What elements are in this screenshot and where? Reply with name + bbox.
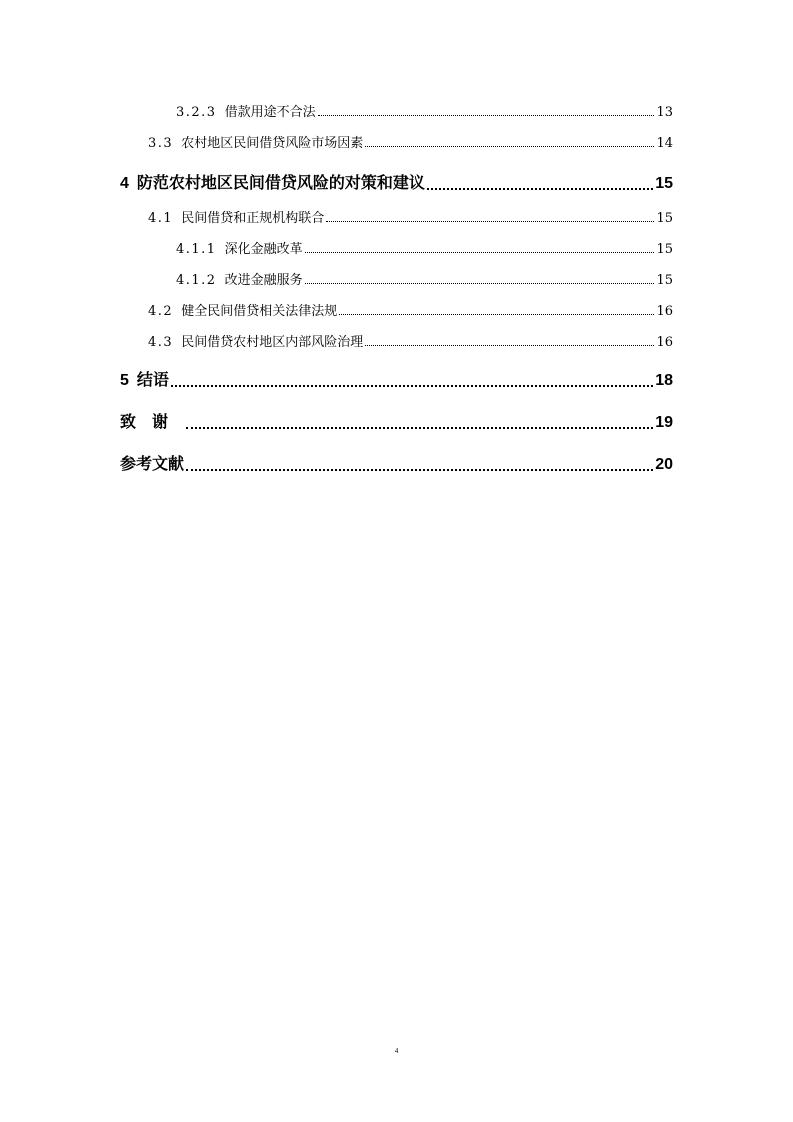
toc-entry-references[interactable] [120,451,673,474]
toc-entry-acknowledgements[interactable] [120,409,673,432]
toc-entry-title: 民间借贷农村地区内部风险治理 [181,335,364,350]
toc-entry-3-3[interactable] [148,132,673,151]
toc-entry-4-3[interactable] [148,331,673,350]
toc-entry-number: 4.3 [148,335,174,350]
toc-entry-chapter-5[interactable] [120,367,673,390]
toc-entry-number: 4.1.1 [176,242,217,257]
toc-entry-page: 15 [655,175,673,192]
toc-entry-title: 健全民间借贷相关法律法规 [181,304,338,319]
dot-leader [365,146,654,147]
toc-entry-page: 18 [655,372,673,389]
toc-entry-title: 借款用途不合法 [224,105,316,120]
toc-entry-page: 16 [656,304,673,319]
toc-entry-page: 14 [656,136,673,151]
toc-entry-page: 20 [655,456,673,473]
dot-leader [305,283,655,284]
toc-entry-title: 致谢 [120,412,185,431]
toc-entry-title: 农村地区民间借贷风险市场因素 [181,136,364,151]
toc-entry-4-1[interactable] [148,207,673,226]
toc-entry-4-1-1[interactable] [176,238,673,257]
toc-entry-title: 参考文献 [120,454,185,473]
toc-entry-title: 改进金融服务 [224,273,303,288]
dot-leader [171,385,653,387]
page-number: 4 [394,1047,399,1055]
dot-leader [305,252,655,253]
toc-entry-page: 15 [656,211,673,226]
toc-entry-4-1-2[interactable] [176,269,673,288]
toc-entry-number: 4.1 [148,211,174,226]
dot-leader [318,115,655,116]
toc-entry-number: 5 [120,372,129,389]
toc-entry-title: 防范农村地区民间借贷风险的对策和建议 [136,173,425,192]
toc-entry-page: 15 [656,273,673,288]
toc-entry-3-2-3[interactable] [176,101,673,120]
toc-entry-page: 15 [656,242,673,257]
dot-leader [326,221,654,222]
toc-entry-title: 结语 [136,370,169,389]
dot-leader [427,188,653,190]
toc-entry-number: 3.3 [148,136,174,151]
toc-entry-number: 4.2 [148,304,174,319]
toc-entry-title: 深化金融改革 [224,242,303,257]
toc-entry-number: 4 [120,175,129,192]
toc-entry-number: 4.1.2 [176,273,217,288]
dot-leader [365,345,654,346]
dot-leader [186,469,653,471]
toc-entry-page: 16 [656,335,673,350]
toc-entry-chapter-4[interactable] [120,170,673,193]
toc-entry-4-2[interactable] [148,300,673,319]
toc-entry-page: 13 [656,105,673,120]
toc-entry-title: 民间借贷和正规机构联合 [181,211,325,226]
toc-entry-page: 19 [655,414,673,431]
dot-leader [186,427,653,429]
dot-leader [339,314,654,315]
toc-entry-number: 3.2.3 [176,105,217,120]
